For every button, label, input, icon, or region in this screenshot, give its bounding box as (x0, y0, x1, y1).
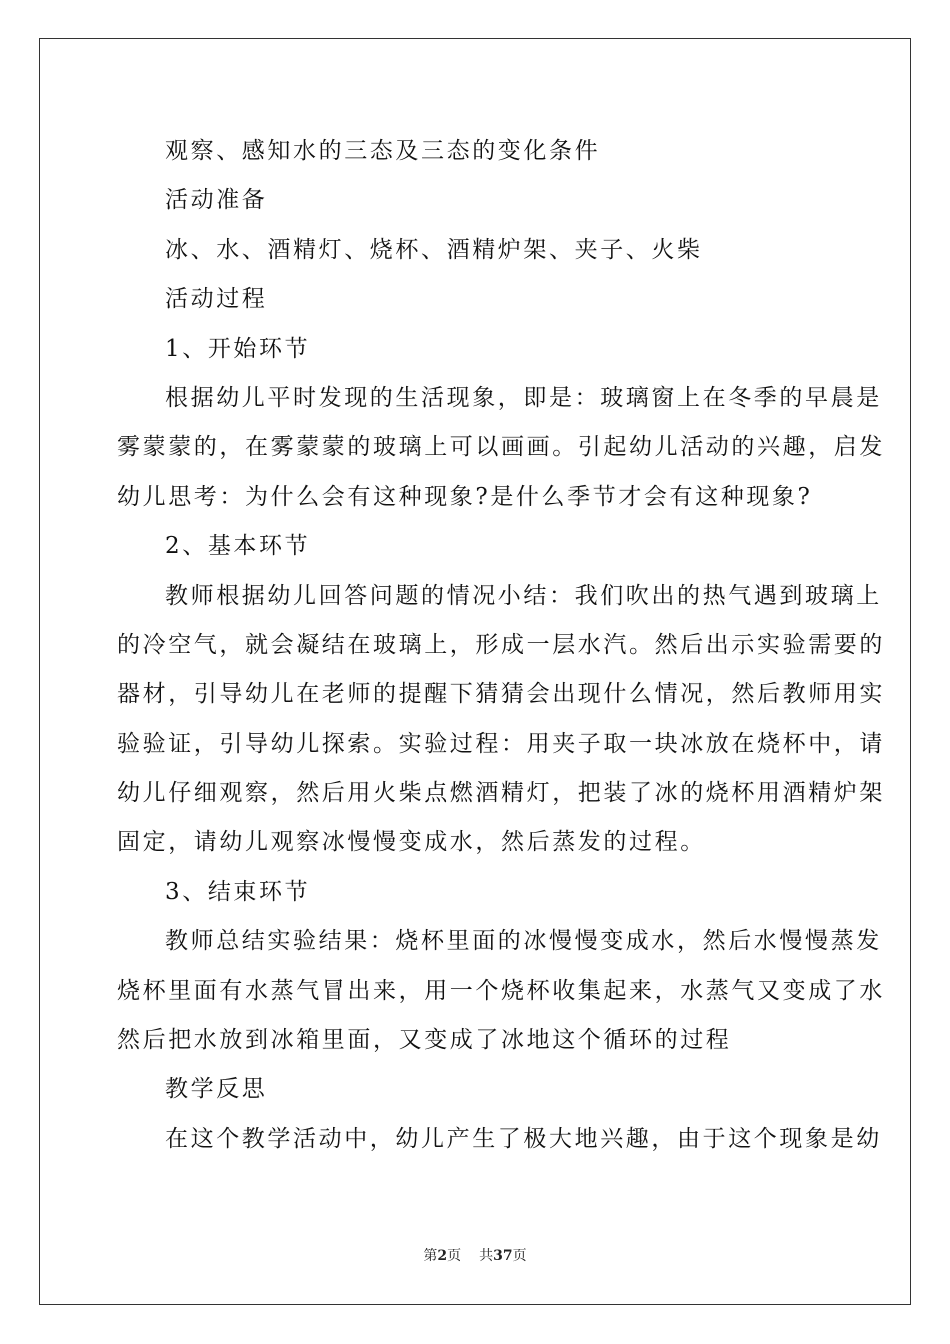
paragraph-line: 幼儿思考：为什么会有这种现象?是什么季节才会有这种现象? (117, 483, 813, 510)
paragraph-line: 器材，引导幼儿在老师的提醒下猜猜会出现什么情况，然后教师用实 (117, 681, 885, 708)
paragraph-line: 教师总结实验结果：烧杯里面的冰慢慢变成水，然后水慢慢蒸发 (165, 928, 882, 955)
page-suffix: 页 (447, 1248, 462, 1264)
section-heading-process: 活动过程 (165, 286, 268, 313)
section-heading-preparation: 活动准备 (165, 187, 268, 214)
section-heading-reflection: 教学反思 (165, 1076, 268, 1103)
paragraph-line: 然后把水放到冰箱里面，又变成了冰地这个循环的过程 (117, 1027, 732, 1054)
paragraph-line: 根据幼儿平时发现的生活现象，即是：玻璃窗上在冬季的早晨是 (165, 384, 882, 411)
total-pages: 37 (493, 1248, 513, 1264)
paragraph-line: 雾蒙蒙的，在雾蒙蒙的玻璃上可以画画。引起幼儿活动的兴趣，启发 (117, 434, 885, 461)
paragraph-line: 验验证，引导幼儿探索。实验过程：用夹子取一块冰放在烧杯中，请 (117, 730, 885, 757)
paragraph-line: 在这个教学活动中，幼儿产生了极大地兴趣，由于这个现象是幼 (165, 1125, 882, 1152)
page-prefix: 第 (423, 1248, 438, 1264)
step-heading-2: 2、基本环节 (165, 533, 311, 560)
step-heading-3: 3、结束环节 (165, 878, 311, 905)
paragraph-line: 教师根据幼儿回答问题的情况小结：我们吹出的热气遇到玻璃上 (165, 582, 882, 609)
paragraph-line: 烧杯里面有水蒸气冒出来，用一个烧杯收集起来，水蒸气又变成了水 (117, 977, 885, 1004)
document-body (117, 127, 885, 1164)
paragraph-line-objective: 观察、感知水的三态及三态的变化条件 (165, 138, 601, 164)
step-heading-1: 1、开始环节 (165, 335, 311, 362)
total-suffix: 页 (512, 1248, 527, 1264)
paragraph-line: 的冷空气，就会凝结在玻璃上，形成一层水汽。然后出示实验需要的 (117, 631, 885, 658)
paragraph-line: 幼儿仔细观察，然后用火柴点燃酒精灯，把装了冰的烧杯用酒精炉架 (117, 780, 885, 807)
page-number: 2 (437, 1248, 448, 1264)
paragraph-line: 固定，请幼儿观察冰慢慢变成水，然后蒸发的过程。 (117, 829, 706, 856)
total-prefix: 共 (479, 1248, 494, 1264)
paragraph-line-materials: 冰、水、酒精灯、烧杯、酒精炉架、夹子、火柴 (165, 236, 703, 263)
page-footer (0, 1247, 950, 1265)
